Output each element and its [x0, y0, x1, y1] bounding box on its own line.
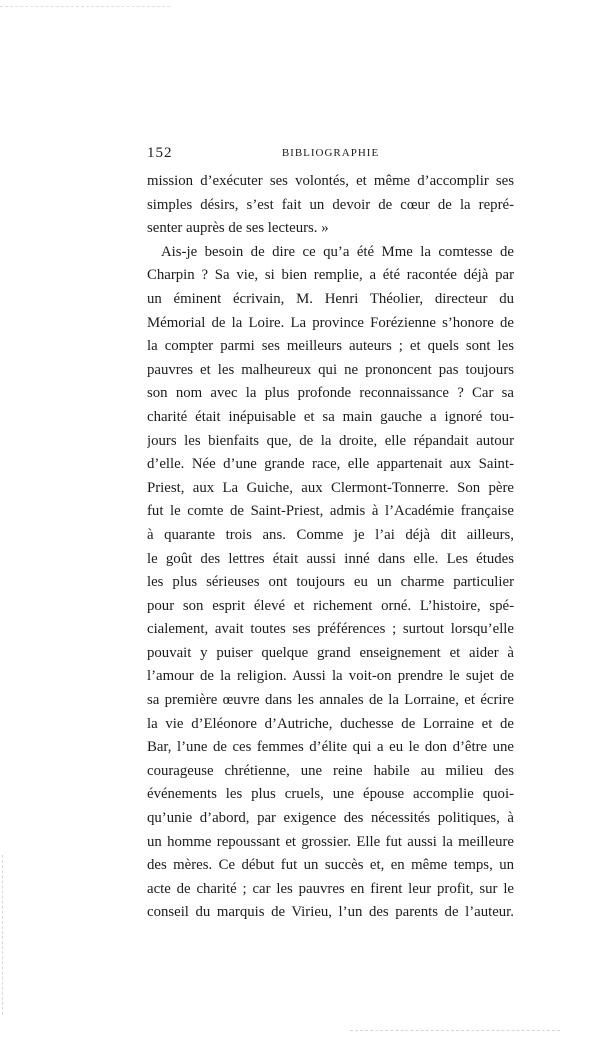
page-header	[147, 145, 514, 165]
text-line: des mères. Ce début fut un succès et, en même temps, un	[147, 857, 514, 874]
text-line: qu’unie d’abord, par exigence des nécessités politiques, à	[147, 810, 514, 827]
text-line: pour son esprit élevé et richement orné. L’histoire, spé-	[147, 597, 514, 614]
body-text	[147, 170, 514, 925]
text-line: pauvres et les malheureux qui ne prononcent pas toujours	[147, 361, 514, 378]
text-line: conseil du marquis de Virieu, l’un des parents de l’auteur.	[147, 904, 514, 921]
text-line: fut le comte de Saint-Priest, admis à l’Académie française	[147, 503, 514, 520]
text-line: pouvait y puiser quelque grand enseignement et aider à	[147, 644, 514, 661]
text-line: Ais-je besoin de dire ce qu’a été Mme la comtesse de	[161, 243, 514, 260]
text-line: son nom avec la plus profonde reconnaissance ? Car sa	[147, 385, 514, 402]
scan-artifact-bottom	[350, 1030, 560, 1031]
text-line: la compter parmi ses meilleurs auteurs ; et quels sont les	[147, 338, 514, 355]
text-line: senter auprès de ses lecteurs. »	[147, 220, 329, 237]
text-line: l’amour de la religion. Aussi la voit-on prendre le sujet de	[147, 668, 514, 685]
text-line: d’elle. Née d’une grande race, elle appartenait aux Saint-	[147, 456, 514, 473]
text-line: Priest, aux La Guiche, aux Clermont-Tonnerre. Son père	[147, 479, 514, 496]
text-line: sa première œuvre dans les annales de la Lorraine, et écrire	[147, 692, 514, 709]
text-line: jours les bienfaits que, de la droite, elle répandait autour	[147, 432, 514, 449]
scan-artifact-left	[2, 855, 3, 1015]
text-line: événements les plus cruels, une épouse accomplie quoi-	[147, 786, 514, 803]
text-line: à quarante trois ans. Comme je l’ai déjà dit ailleurs,	[147, 526, 514, 543]
text-line: cialement, avait toutes ses préférences ; surtout lorsqu’elle	[147, 621, 514, 638]
text-line: courageuse chrétienne, une reine habile au milieu des	[147, 762, 514, 779]
scan-artifact-top	[0, 6, 170, 7]
text-line: simples désirs, s’est fait un devoir de cœur de la repré-	[147, 196, 514, 213]
running-title: BIBLIOGRAPHIE	[281, 147, 380, 159]
text-line: les plus sérieuses ont toujours eu un charme particulier	[147, 574, 514, 591]
text-line: Mémorial de la Loire. La province Forézienne s’honore de	[147, 314, 514, 331]
page-number: 152	[147, 145, 173, 161]
text-line: le goût des lettres était aussi inné dans elle. Les études	[147, 550, 514, 567]
text-line: charité était inépuisable et sa main gauche a ignoré tou-	[147, 408, 514, 425]
text-line: la vie d’Eléonore d’Autriche, duchesse de Lorraine et de	[147, 715, 514, 732]
text-line: mission d’exécuter ses volontés, et même d’accomplir ses	[147, 173, 514, 189]
text-line: un homme repoussant et grossier. Elle fut aussi la meilleure	[147, 833, 514, 850]
text-line: un éminent écrivain, M. Henri Théolier, directeur du	[147, 290, 514, 307]
text-line: Bar, l’une de ces femmes d’élite qui a eu le don d’être une	[147, 739, 514, 756]
text-line: acte de charité ; car les pauvres en firent leur profit, sur le	[147, 880, 514, 897]
text-line: Charpin ? Sa vie, si bien remplie, a été racontée déjà par	[147, 267, 514, 284]
